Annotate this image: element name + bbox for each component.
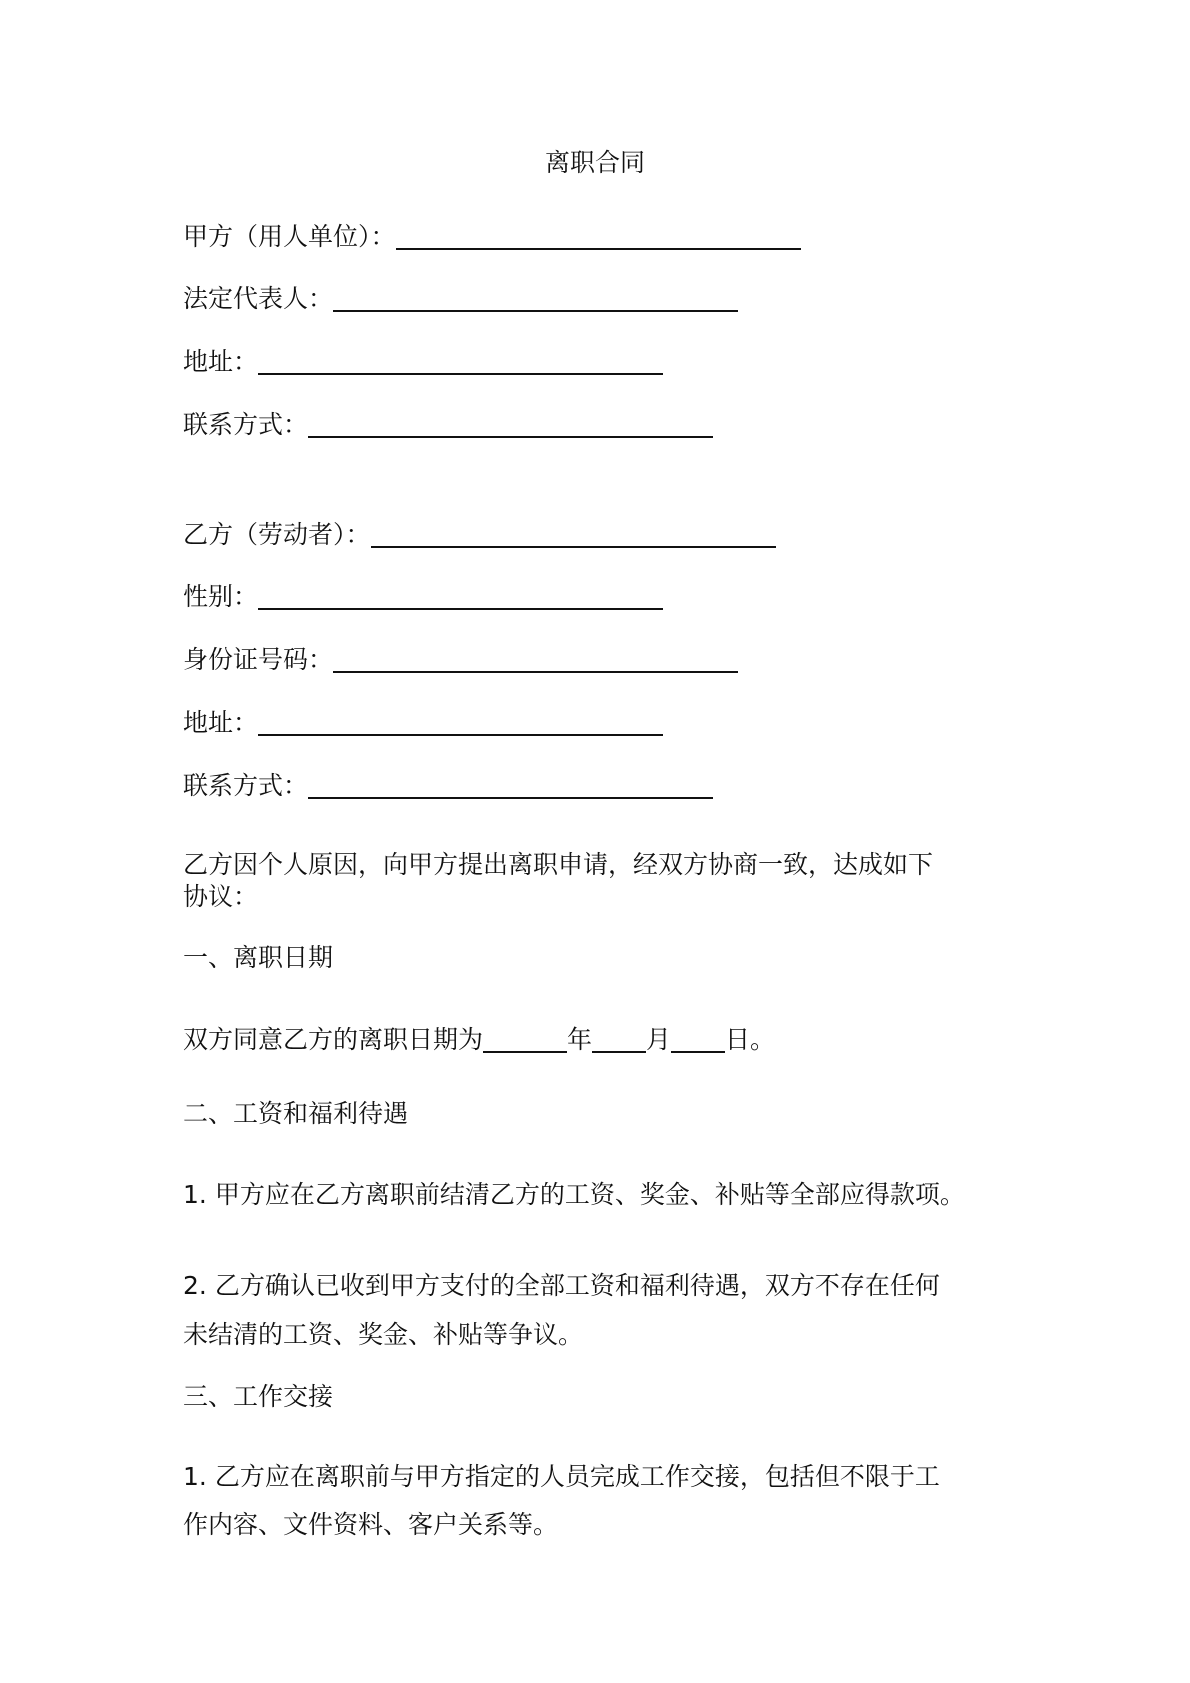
party-b-id-label: 身份证号码： <box>183 645 334 674</box>
party-b-gender-blank[interactable] <box>258 582 663 610</box>
party-a-rep-label: 法定代表人： <box>183 284 334 313</box>
section-2-item-2-line-2: 未结清的工资、奖金、补贴等争议。 <box>183 1320 584 1349</box>
leave-date-row <box>183 1025 775 1053</box>
party-a-contact-row <box>183 410 713 438</box>
party-b-gender-row <box>183 582 663 610</box>
leave-year-blank[interactable] <box>483 1025 567 1053</box>
section-3-heading: 三、工作交接 <box>183 1382 334 1411</box>
section-2-item-2-text-1: 乙方确认已收到甲方支付的全部工资和福利待遇，双方不存在任何 <box>214 1271 940 1300</box>
party-a-address-blank[interactable] <box>258 347 663 375</box>
party-b-name-row <box>183 520 776 548</box>
leave-date-prefix: 双方同意乙方的离职日期为 <box>183 1025 484 1054</box>
year-label: 年 <box>567 1025 593 1054</box>
month-label: 月 <box>646 1025 672 1054</box>
party-a-address-row <box>183 347 663 375</box>
section-2-item-2-number: 2. <box>183 1271 207 1300</box>
party-b-address-row <box>183 708 663 736</box>
party-b-name-label: 乙方（劳动者）： <box>183 520 371 549</box>
party-a-address-label: 地址： <box>183 347 259 376</box>
section-2-item-1-number: 1. <box>183 1180 207 1209</box>
party-a-rep-blank[interactable] <box>333 284 738 312</box>
party-a-name-blank[interactable] <box>396 222 801 250</box>
party-a-name-row <box>183 222 801 250</box>
section-3-item-1-number: 1. <box>183 1462 207 1491</box>
party-b-address-blank[interactable] <box>258 708 663 736</box>
section-2-item-1-text: 甲方应在乙方离职前结清乙方的工资、奖金、补贴等全部应得款项。 <box>214 1180 965 1209</box>
party-b-contact-label: 联系方式： <box>183 771 309 800</box>
party-a-contact-blank[interactable] <box>308 410 713 438</box>
party-b-id-blank[interactable] <box>333 645 738 673</box>
leave-month-blank[interactable] <box>592 1025 646 1053</box>
party-b-name-blank[interactable] <box>371 520 776 548</box>
party-b-id-row <box>183 645 738 673</box>
section-2-heading: 二、工资和福利待遇 <box>183 1099 409 1128</box>
day-label: 日。 <box>725 1025 776 1054</box>
leave-day-blank[interactable] <box>671 1025 725 1053</box>
section-3-item-1-line-2: 作内容、文件资料、客户关系等。 <box>183 1510 559 1539</box>
section-3-item-1-text-1: 乙方应在离职前与甲方指定的人员完成工作交接，包括但不限于工 <box>214 1462 940 1491</box>
party-b-contact-row <box>183 771 713 799</box>
party-b-address-label: 地址： <box>183 708 259 737</box>
intro-line-2: 协议： <box>183 882 259 911</box>
party-b-gender-label: 性别： <box>183 582 259 611</box>
section-2-item-1 <box>183 1182 965 1207</box>
party-a-name-label: 甲方（用人单位）： <box>183 222 396 251</box>
party-a-rep-row <box>183 284 738 312</box>
section-3-item-1-line-1 <box>183 1464 940 1489</box>
intro-line-1: 乙方因个人原因，向甲方提出离职申请，经双方协商一致，达成如下 <box>183 850 934 879</box>
section-2-item-2-line-1 <box>183 1273 940 1298</box>
party-a-contact-label: 联系方式： <box>183 410 309 439</box>
document-title: 离职合同 <box>544 148 645 177</box>
section-1-heading: 一、离职日期 <box>183 943 334 972</box>
party-b-contact-blank[interactable] <box>308 771 713 799</box>
